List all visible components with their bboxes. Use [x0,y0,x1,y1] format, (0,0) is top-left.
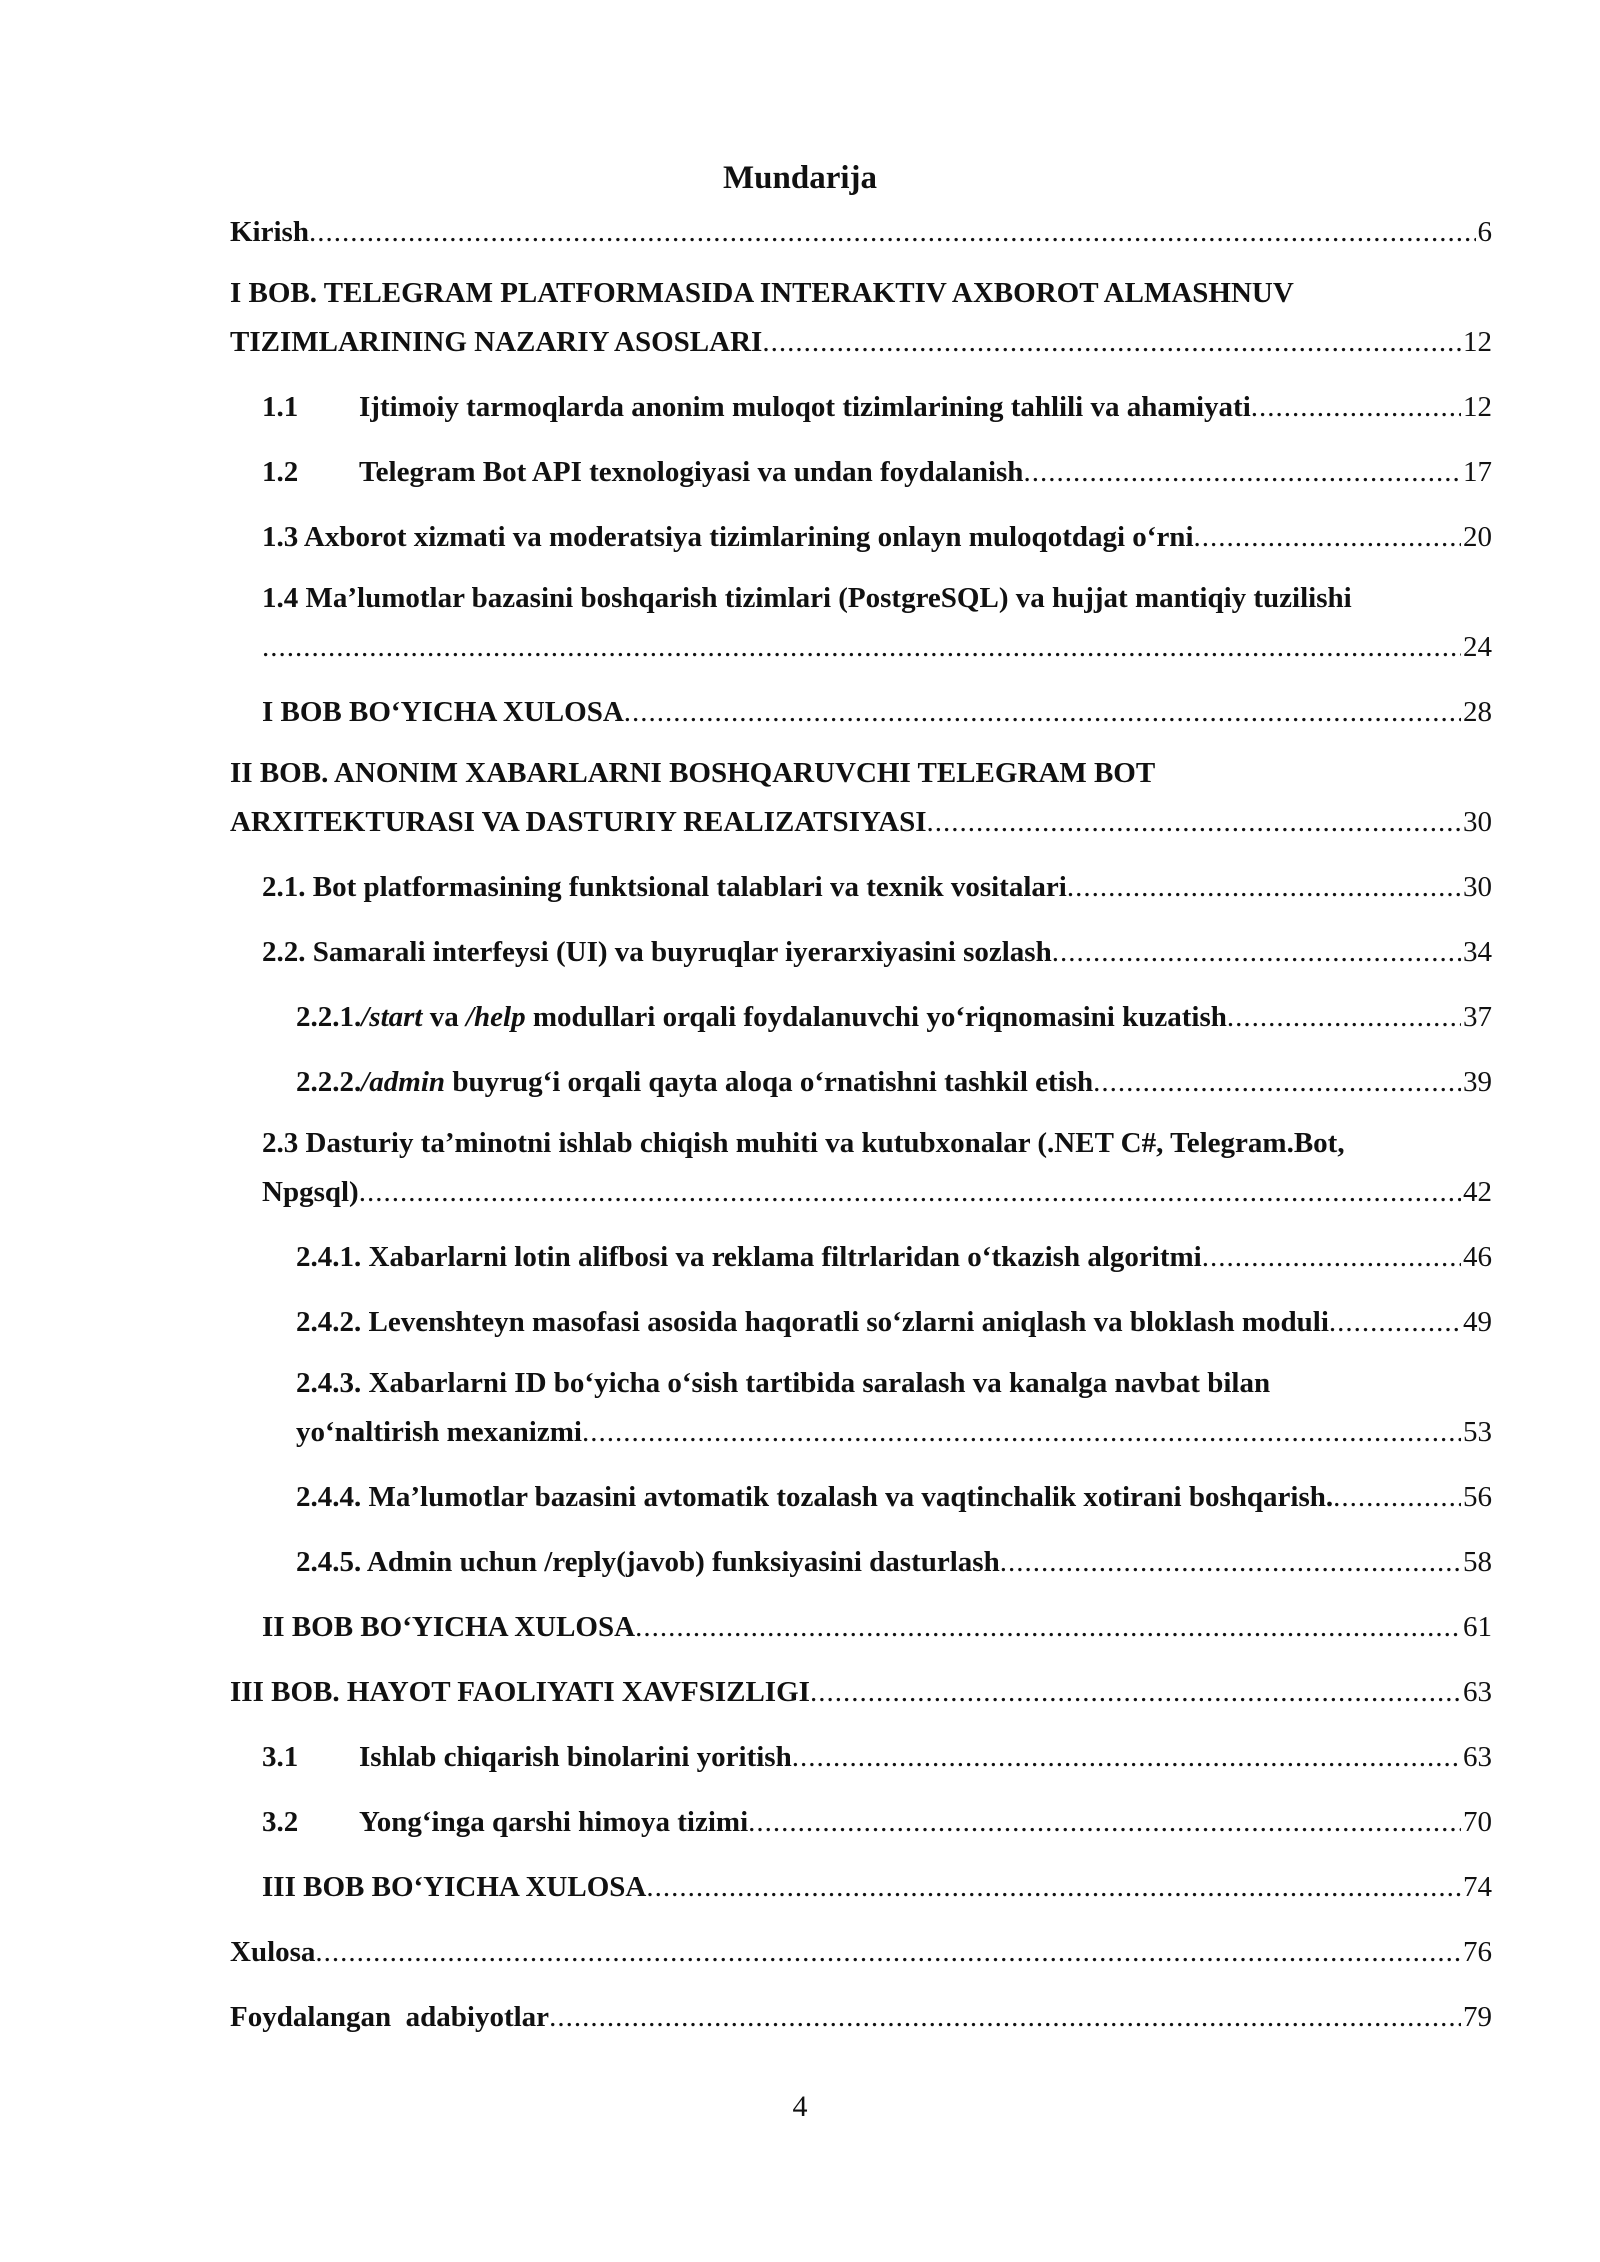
toc-entry-text: I BOB BO‘YICHA XULOSA [262,696,624,728]
toc-entry-text: Kirish [230,216,309,248]
toc-page-number: 12 [1463,326,1492,358]
toc-entry-text: 1.3 Axborot xizmati va moderatsiya tizimlarining onlayn muloqotdagi o‘rni [262,521,1194,553]
toc-entry-2-4-1[interactable] [230,1233,1492,1282]
toc-page-number: 76 [1463,1936,1492,1968]
toc-page-number: 30 [1463,806,1492,838]
toc-entry-chapter-1[interactable] [230,269,1492,367]
toc-page-number: 6 [1477,216,1492,248]
toc-entry-command: /start [361,1001,423,1033]
toc-entry-text: 2.2. Samarali interfeysi (UI) va buyruqlar iyerarxiyasini sozlash [262,936,1052,968]
toc-page-number: 34 [1463,936,1492,968]
toc-entry-text: 2.4.5. Admin uchun /reply(javob) funksiyasini dasturlash [296,1546,1000,1578]
toc-page-number: 63 [1463,1676,1492,1708]
toc-entry-2-1[interactable] [230,863,1492,912]
toc-entry-references[interactable] [230,1993,1492,2042]
toc-page-number: 39 [1463,1066,1492,1098]
leader-dots [1052,928,1461,977]
leader-dots [1202,1233,1461,1282]
leader-dots [1093,1058,1461,1107]
leader-dots [1227,993,1461,1042]
toc-entry-line1: 2.4.3. Xabarlarni ID bo‘yicha o‘sish tartibida saralash va kanalga navbat bilan [296,1367,1271,1399]
toc-entry-chapter-3-summary[interactable] [230,1863,1492,1912]
toc-entry-text: 2.4.2. Levenshteyn masofasi asosida haqoratli so‘zlarni aniqlash va bloklash moduli [296,1306,1329,1338]
toc-page-number: 70 [1463,1806,1492,1838]
toc-page-number: 30 [1463,871,1492,903]
leader-dots [309,208,1476,257]
toc-page-number: 46 [1463,1241,1492,1273]
toc-entry-text: Foydalangan adabiyotlar [230,2001,550,2033]
toc-entry-text: TIZIMLARINING NAZARIY ASOSLARI [230,326,763,358]
toc-entry-text: III BOB BO‘YICHA XULOSA [262,1871,647,1903]
leader-dots [549,1993,1461,2042]
toc-entry-text: modullari orqali foydalanuvchi yo‘riqnomasini kuzatish [525,1001,1227,1033]
toc-page-number: 58 [1463,1546,1492,1578]
toc-entry-chapter-2-summary[interactable] [230,1603,1492,1652]
toc-entry-text: Xulosa [230,1936,316,1968]
leader-dots [635,1603,1461,1652]
toc-page-number: 61 [1463,1611,1492,1643]
toc-page-number: 63 [1463,1741,1492,1773]
leader-dots [762,318,1461,367]
leader-dots [1023,448,1461,497]
toc-entry-chapter-2[interactable] [230,749,1492,847]
leader-dots [792,1733,1461,1782]
toc-page-number: 12 [1463,391,1492,423]
toc-page-number: 37 [1463,1001,1492,1033]
leader-dots [262,623,1461,672]
toc-entry-kirish[interactable] [230,208,1492,257]
page-number: 4 [792,2090,808,2123]
toc-entry-text: III BOB. HAYOT FAOLIYATI XAVFSIZLIGI [230,1676,810,1708]
toc-entry-2-2-2[interactable] [230,1058,1492,1107]
toc-entry-number: 3.2 [262,1806,299,1838]
toc-page-number: 79 [1463,2001,1492,2033]
leader-dots [748,1798,1461,1847]
toc-page-number: 28 [1463,696,1492,728]
toc-entry-command: /help [466,1001,526,1033]
leader-dots [359,1168,1461,1217]
toc-entry-text: 2.4.1. Xabarlarni lotin alifbosi va reklama filtrlaridan o‘tkazish algoritmi [296,1241,1202,1273]
toc-entry-command: /admin [361,1066,446,1098]
toc-entry-3-1[interactable] [230,1733,1492,1782]
toc-entry-text: buyrug‘i orqali qayta aloqa o‘rnatishni tashkil etish [445,1066,1094,1098]
toc-entry-text: Yong‘inga qarshi himoya tizimi [359,1806,749,1838]
toc-page-number: 56 [1463,1481,1492,1513]
toc-entry-1-4[interactable] [230,574,1492,672]
toc-page-number: 20 [1463,521,1492,553]
toc-entry-2-4-3[interactable] [230,1359,1492,1457]
leader-dots [646,1863,1461,1912]
toc-entry-number: 3.1 [262,1741,299,1773]
toc-entry-2-2-1[interactable] [230,993,1492,1042]
leader-dots [1000,1538,1461,1587]
toc-entry-text: yo‘naltirish mexanizmi [296,1416,582,1448]
toc-page-number: 24 [1463,631,1492,663]
leader-dots [582,1408,1461,1457]
leader-dots [1251,383,1461,432]
toc-entry-text: Telegram Bot API texnologiyasi va undan foydalanish [359,456,1024,488]
leader-dots [810,1668,1461,1717]
leader-dots [927,798,1462,847]
toc-entry-2-3[interactable] [230,1119,1492,1217]
leader-dots [1067,863,1461,912]
toc-entry-prefix: 2.2.2. [296,1066,362,1098]
toc-entry-line1: 1.4 Ma’lumotlar bazasini boshqarish tizimlari (PostgreSQL) va hujjat mantiqiy tuzilishi [262,582,1352,614]
toc-page-number: 42 [1463,1176,1492,1208]
table-of-contents [230,208,1492,2042]
toc-page-number: 17 [1463,456,1492,488]
toc-entry-text: ARXITEKTURASI VA DASTURIY REALIZATSIYASI [230,806,927,838]
toc-entry-chapter-1-summary[interactable] [230,688,1492,737]
toc-entry-number: 1.1 [262,391,299,423]
toc-entry-text: Ishlab chiqarish binolarini yoritish [359,1741,792,1773]
toc-entry-2-4-4[interactable] [230,1473,1492,1522]
toc-page-number: 53 [1463,1416,1492,1448]
toc-entry-number: 1.2 [262,456,299,488]
toc-entry-2-4-5[interactable] [230,1538,1492,1587]
toc-entry-text: va [422,1001,466,1033]
leader-dots [315,1928,1461,1977]
toc-entry-chapter-3[interactable] [230,1668,1492,1717]
toc-entry-1-2[interactable] [230,448,1492,497]
toc-entry-2-4-2[interactable] [230,1298,1492,1347]
toc-entry-conclusion[interactable] [230,1928,1492,1977]
toc-entry-text: Ijtimoiy tarmoqlarda anonim muloqot tizimlarining tahlili va ahamiyati [359,391,1251,423]
page-title: Mundarija [722,160,877,196]
toc-entry-2-2[interactable] [230,928,1492,977]
toc-entry-line1: I BOB. TELEGRAM PLATFORMASIDA INTERAKTIV AXBOROT ALMASHNUV [230,277,1294,309]
toc-page-number: 74 [1463,1871,1492,1903]
leader-dots [1333,1473,1461,1522]
toc-entry-text: Npgsql) [262,1176,359,1208]
toc-entry-1-3[interactable] [230,513,1492,562]
toc-entry-prefix: 2.2.1. [296,1001,362,1033]
toc-page-number: 49 [1463,1306,1492,1338]
toc-entry-3-2[interactable] [230,1798,1492,1847]
leader-dots [624,688,1461,737]
toc-entry-line1: II BOB. ANONIM XABARLARNI BOSHQARUVCHI TELEGRAM BOT [230,757,1156,789]
leader-dots [1329,1298,1461,1347]
toc-entry-text: 2.4.4. Ma’lumotlar bazasini avtomatik tozalash va vaqtinchalik xotirani boshqarish. [296,1481,1334,1513]
toc-entry-line1: 2.3 Dasturiy ta’minotni ishlab chiqish muhiti va kutubxonalar (.NET C#, Telegram.Bot, [262,1127,1345,1159]
toc-entry-1-1[interactable] [230,383,1492,432]
toc-entry-text: II BOB BO‘YICHA XULOSA [262,1611,636,1643]
leader-dots [1194,513,1462,562]
toc-entry-text: 2.1. Bot platformasining funktsional talablari va texnik vositalari [262,871,1067,903]
